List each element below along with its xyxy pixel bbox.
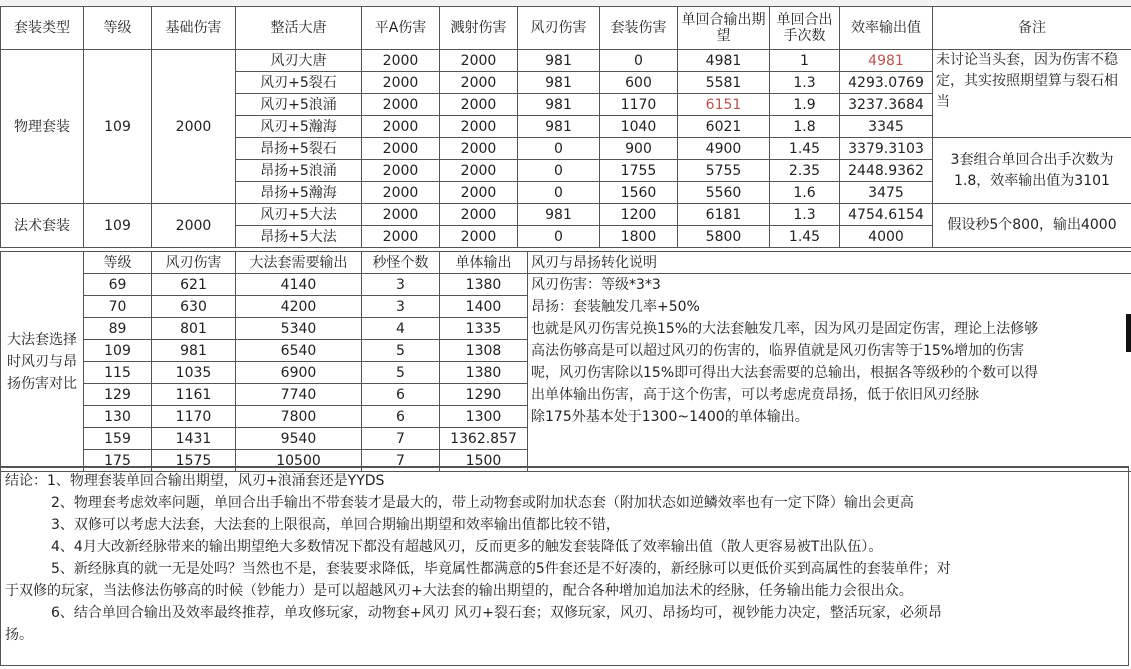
cell: 6181 (678, 204, 770, 226)
compare-label: 大法套选择时风刃与昂扬伤害对比 (1, 252, 84, 472)
explain-line: 除175外基本处于1300~1400的单体输出。 (531, 409, 809, 425)
cell: 2448.9362 (840, 160, 933, 182)
base-damage-cell: 2000 (152, 204, 236, 248)
cell: 1035 (152, 362, 236, 384)
cell: 1040 (600, 116, 678, 138)
header-cell: 平A伤害 (362, 7, 440, 50)
conclusion-line: 3、双修可以考虑大法套，大法套的上限很高，单回合期输出期望和效率输出值都比较不错， (51, 517, 620, 533)
cell: 6900 (236, 362, 362, 384)
level-cell: 109 (84, 204, 152, 248)
conclusion-block (0, 466, 1129, 666)
set-comparison-table (0, 6, 1131, 248)
header-cell: 套装类型 (1, 7, 84, 50)
table-row (1, 50, 1131, 72)
cell: 0 (518, 226, 600, 248)
cell: 7 (362, 428, 440, 450)
cell: 3379.3103 (840, 138, 933, 160)
cell: 1800 (600, 226, 678, 248)
cell: 2000 (440, 50, 518, 72)
cell: 0 (518, 160, 600, 182)
explain-line: 昂扬：套装触发几率+50% (531, 299, 700, 315)
cell: 6 (362, 406, 440, 428)
cell: 6540 (236, 340, 362, 362)
cell: 1400 (440, 296, 528, 318)
header-cell: 等级 (84, 252, 152, 274)
cell: 1161 (152, 384, 236, 406)
combo-name: 风刃+5浪涌 (236, 94, 362, 116)
cell: 2000 (440, 94, 518, 116)
explain-line: 风刃伤害：等级*3*3 (531, 277, 661, 293)
table-header-row (1, 7, 1131, 50)
combo-name: 昂扬+5裂石 (236, 138, 362, 160)
cell: 2000 (440, 116, 518, 138)
combo-name: 昂扬+5大法 (236, 226, 362, 248)
cell: 10500 (236, 450, 362, 472)
cell: 1380 (440, 362, 528, 384)
cell: 1.45 (770, 226, 840, 248)
cell: 4900 (678, 138, 770, 160)
cell: 5800 (678, 226, 770, 248)
cell: 1500 (440, 450, 528, 472)
cell: 7800 (236, 406, 362, 428)
note-cell: 未讨论当头套，因为伤害不稳定，其实按照期望算与裂石相当 (933, 50, 1131, 138)
explain-line: 出单体输出伤害，高于这个伤害，可以考虑虎贲昂扬，低于依旧风刃经脉 (531, 387, 979, 403)
table-row (1, 274, 1131, 296)
cell: 981 (518, 72, 600, 94)
cell: 2000 (440, 226, 518, 248)
cell: 2000 (362, 72, 440, 94)
cell: 3475 (840, 182, 933, 204)
cell: 2000 (362, 116, 440, 138)
base-damage-cell: 2000 (152, 50, 236, 204)
explain-title: 风刃与昂扬转化说明 (528, 252, 1131, 274)
header-cell: 秒怪个数 (362, 252, 440, 274)
cell: 129 (84, 384, 152, 406)
cell: 115 (84, 362, 152, 384)
combo-name: 风刃+5裂石 (236, 72, 362, 94)
cell: 1380 (440, 274, 528, 296)
cell: 2000 (440, 138, 518, 160)
cell: 5560 (678, 182, 770, 204)
cell: 1.3 (770, 204, 840, 226)
cell: 1335 (440, 318, 528, 340)
cell: 1170 (600, 94, 678, 116)
header-cell: 基础伤害 (152, 7, 236, 50)
cell: 2000 (362, 94, 440, 116)
cell: 801 (152, 318, 236, 340)
explain-line: 高法伤够高是可以超过风刃的伤害的，临界值就是风刃伤害等于15%增加的伤害 (531, 343, 1025, 359)
cell: 900 (600, 138, 678, 160)
note-cell: 假设秒5个800，输出4000 (933, 204, 1131, 248)
conclusion-line: 于双修的玩家，当法修法伤够高的时候（钞能力）是可以超越风刃+大法套的输出期望的，配合各种增加追加法术的经脉，任务输出能力会很出众。 (5, 583, 913, 599)
cell: 981 (152, 340, 236, 362)
table-header-row (1, 252, 1131, 274)
cell: 4000 (840, 226, 933, 248)
highlighted-cell: 6151 (678, 94, 770, 116)
cell: 0 (518, 182, 600, 204)
conclusion-line: 6、结合单回合输出及效率最终推荐，单攻修玩家，动物套+风刃 风刃+裂石套；双修玩家，风刃、昂扬均可，视钞能力决定，整活玩家，必须昂 (51, 605, 942, 621)
cell: 4981 (678, 50, 770, 72)
note-cell: 3套组合单回合出手次数为1.8，效率输出值为3101 (933, 138, 1131, 204)
cell: 2000 (362, 204, 440, 226)
header-cell: 风刃伤害 (152, 252, 236, 274)
cell: 2000 (440, 160, 518, 182)
header-cell: 风刃伤害 (518, 7, 600, 50)
combo-name: 昂扬+5浪涌 (236, 160, 362, 182)
cell: 1300 (440, 406, 528, 428)
cell: 89 (84, 318, 152, 340)
set-type-cell: 物理套装 (1, 50, 84, 204)
cell: 981 (518, 204, 600, 226)
cell: 1362.857 (440, 428, 528, 450)
header-cell: 单体输出 (440, 252, 528, 274)
cell: 175 (84, 450, 152, 472)
cell: 4140 (236, 274, 362, 296)
cell: 6021 (678, 116, 770, 138)
cell: 1560 (600, 182, 678, 204)
cell: 600 (600, 72, 678, 94)
set-type-cell: 法术套装 (1, 204, 84, 248)
cell: 2000 (362, 182, 440, 204)
cell: 109 (84, 340, 152, 362)
cell: 981 (518, 116, 600, 138)
cell: 4 (362, 318, 440, 340)
cell: 159 (84, 428, 152, 450)
cell: 1575 (152, 450, 236, 472)
cell: 1308 (440, 340, 528, 362)
conclusion-line: 5、新经脉真的就一无是处吗？当然也不是，套装要求降低，毕竟属性都满意的5件套还是不好凑的，新经脉可以更低价买到高属性的套装单件；对 (51, 561, 951, 577)
combo-name: 昂扬+5瀚海 (236, 182, 362, 204)
cell: 5 (362, 340, 440, 362)
cell: 70 (84, 296, 152, 318)
conclusion-line: 2、物理套考虑效率问题，单回合出手输出不带套装才是最大的，带上动物套或附加状态套（附加状态如逆鳞效率也有一定下降）输出会更高 (51, 495, 914, 511)
header-cell: 效率输出值 (840, 7, 933, 50)
conclusion-line: 扬。 (5, 627, 33, 643)
explain-text (528, 274, 1131, 472)
cell: 1200 (600, 204, 678, 226)
cell: 2000 (362, 138, 440, 160)
cell: 7 (362, 450, 440, 472)
cell: 4754.6154 (840, 204, 933, 226)
conclusion-line: 结论：1、物理套装单回合输出期望，风刃+浪涌套还是YYDS (5, 473, 385, 489)
cell: 981 (518, 94, 600, 116)
cell: 2000 (362, 160, 440, 182)
cell: 1.8 (770, 116, 840, 138)
header-cell: 大法套需要输出 (236, 252, 362, 274)
cell: 1755 (600, 160, 678, 182)
cell: 69 (84, 274, 152, 296)
cell: 1.45 (770, 138, 840, 160)
cell: 1431 (152, 428, 236, 450)
explain-line: 呢，风刃伤害除以15%即可得出大法套需要的总输出，根据各等级秒的个数可以得 (531, 365, 1039, 381)
scroll-marker[interactable] (1126, 314, 1131, 352)
header-cell: 备注 (933, 7, 1131, 50)
cell: 1.9 (770, 94, 840, 116)
cell: 4200 (236, 296, 362, 318)
cell: 6 (362, 384, 440, 406)
cell: 1.6 (770, 182, 840, 204)
cell: 0 (600, 50, 678, 72)
cell: 2000 (440, 72, 518, 94)
header-cell: 等级 (84, 7, 152, 50)
cell: 1170 (152, 406, 236, 428)
combo-name: 风刃+5瀚海 (236, 116, 362, 138)
level-cell: 109 (84, 50, 152, 204)
explain-line: 也就是风刃伤害兑换15%的大法套触发几率，因为风刃是固定伤害，理论上法修够 (531, 321, 1039, 337)
cell: 9540 (236, 428, 362, 450)
combo-name: 风刃+5大法 (236, 204, 362, 226)
cell: 1 (770, 50, 840, 72)
cell: 3345 (840, 116, 933, 138)
header-cell: 套装伤害 (600, 7, 678, 50)
cell: 3 (362, 274, 440, 296)
highlighted-cell: 4981 (840, 50, 933, 72)
cell: 2.35 (770, 160, 840, 182)
cell: 1290 (440, 384, 528, 406)
cell: 130 (84, 406, 152, 428)
cell: 2000 (362, 226, 440, 248)
cell: 2000 (440, 182, 518, 204)
header-cell: 单回合输出期望 (678, 7, 770, 50)
blade-vs-angyang-table (0, 251, 1131, 472)
cell: 2000 (362, 50, 440, 72)
cell: 5340 (236, 318, 362, 340)
combo-name: 风刃大唐 (236, 50, 362, 72)
cell: 5 (362, 362, 440, 384)
cell: 2000 (440, 204, 518, 226)
cell: 0 (518, 138, 600, 160)
header-cell: 整活大唐 (236, 7, 362, 50)
cell: 981 (518, 50, 600, 72)
cell: 5755 (678, 160, 770, 182)
header-cell: 单回合出手次数 (770, 7, 840, 50)
conclusion-line: 4、4月大改新经脉带来的输出期望绝大多数情况下都没有超越风刃，反而更多的触发套装降低了效率输出值（散人更容易被T出队伍）。 (51, 539, 883, 555)
cell: 5581 (678, 72, 770, 94)
cell: 3237.3684 (840, 94, 933, 116)
cell: 621 (152, 274, 236, 296)
cell: 4293.0769 (840, 72, 933, 94)
cell: 7740 (236, 384, 362, 406)
table-row (1, 204, 1131, 226)
cell: 630 (152, 296, 236, 318)
cell: 1.3 (770, 72, 840, 94)
header-cell: 溅射伤害 (440, 7, 518, 50)
cell: 3 (362, 296, 440, 318)
